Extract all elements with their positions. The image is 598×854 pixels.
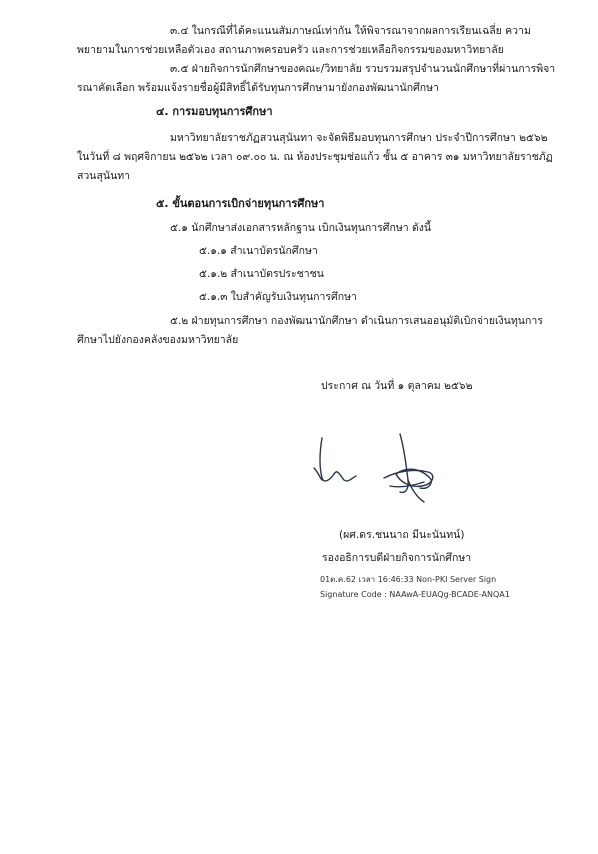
para-3-4-line-1: ๓.๔ ในกรณีที่ได้คะแนนสัมภาษณ์เท่ากัน ให้พิจารณาจากผลการเรียนเฉลี่ย ความ	[170, 25, 531, 37]
signature-code: Signature Code : NAAwA-EUAQg-BCADE-ANQA1	[320, 590, 510, 599]
para-3-4-line-2: พยายามในการช่วยเหลือตัวเอง สถานภาพครอบครัว และการช่วยเหลือกิจกรรมของมหาวิทยาลัย	[77, 44, 504, 56]
signer-name: (ผศ.ดร.ชนนาถ มีนะนันทน์)	[339, 529, 465, 541]
section-4-heading: ๔. การมอบทุนการศึกษา	[156, 105, 273, 118]
para-5-2-line-2: ศึกษาไปยังกองคลังของมหาวิทยาลัย	[77, 334, 239, 346]
sign-timestamp: 01ต.ค.62 เวลา 16:46:33 Non-PKI Server Sign	[320, 575, 497, 584]
section-4-line-2: ในวันที่ ๘ พฤศจิกายน ๒๕๖๒ เวลา ๐๙.๐๐ น. ณ ห้องประชุมช่อแก้ว ชั้น ๕ อาคาร ๓๑ มหาวิทยาลัยราชภัฏ	[77, 151, 553, 163]
section-4-line-1: มหาวิทยาลัยราชภัฏสวนสุนันทา จะจัดพิธีมอบทุนการศึกษา ประจำปีการศึกษา ๒๕๖๒	[170, 132, 548, 144]
para-3-5-line-2: รณาคัดเลือก พร้อมแจ้งรายชื่อผู้มีสิทธิ์ได้รับทุนการศึกษามายังกองพัฒนานักศึกษา	[77, 82, 439, 94]
para-5-1: ๕.๑ นักศึกษาส่งเอกสารหลักฐาน เบิกเงินทุนการศึกษา ดังนี้	[170, 222, 432, 234]
signer-position: รองอธิการบดีฝ่ายกิจการนักศึกษา	[322, 552, 472, 564]
list-item: ๕.๑.๓ ใบสำคัญรับเงินทุนการศึกษา	[199, 291, 357, 303]
list-item: ๕.๑.๑ สำเนาบัตรนักศึกษา	[199, 245, 318, 257]
section-4-line-3: สวนสุนันทา	[77, 170, 131, 182]
para-5-2-line-1: ๕.๒ ฝ่ายทุนการศึกษา กองพัฒนานักศึกษา ดำเนินการเสนออนุมัติเบิกจ่ายเงินทุนการ	[170, 315, 543, 327]
para-3-5-line-1: ๓.๕ ฝ่ายกิจการนักศึกษาของคณะ/วิทยาลัย รวบรวมสรุปจำนวนนักศึกษาที่ผ่านการพิจา	[170, 63, 556, 75]
handwritten-signature	[300, 428, 460, 510]
section-5-heading: ๕. ขั้นตอนการเบิกจ่ายทุนการศึกษา	[156, 197, 325, 210]
announcement-date: ประกาศ ณ วันที่ ๑ ตุลาคม ๒๕๖๒	[321, 380, 473, 392]
list-item: ๕.๑.๒ สำเนาบัตรประชาชน	[199, 268, 324, 280]
